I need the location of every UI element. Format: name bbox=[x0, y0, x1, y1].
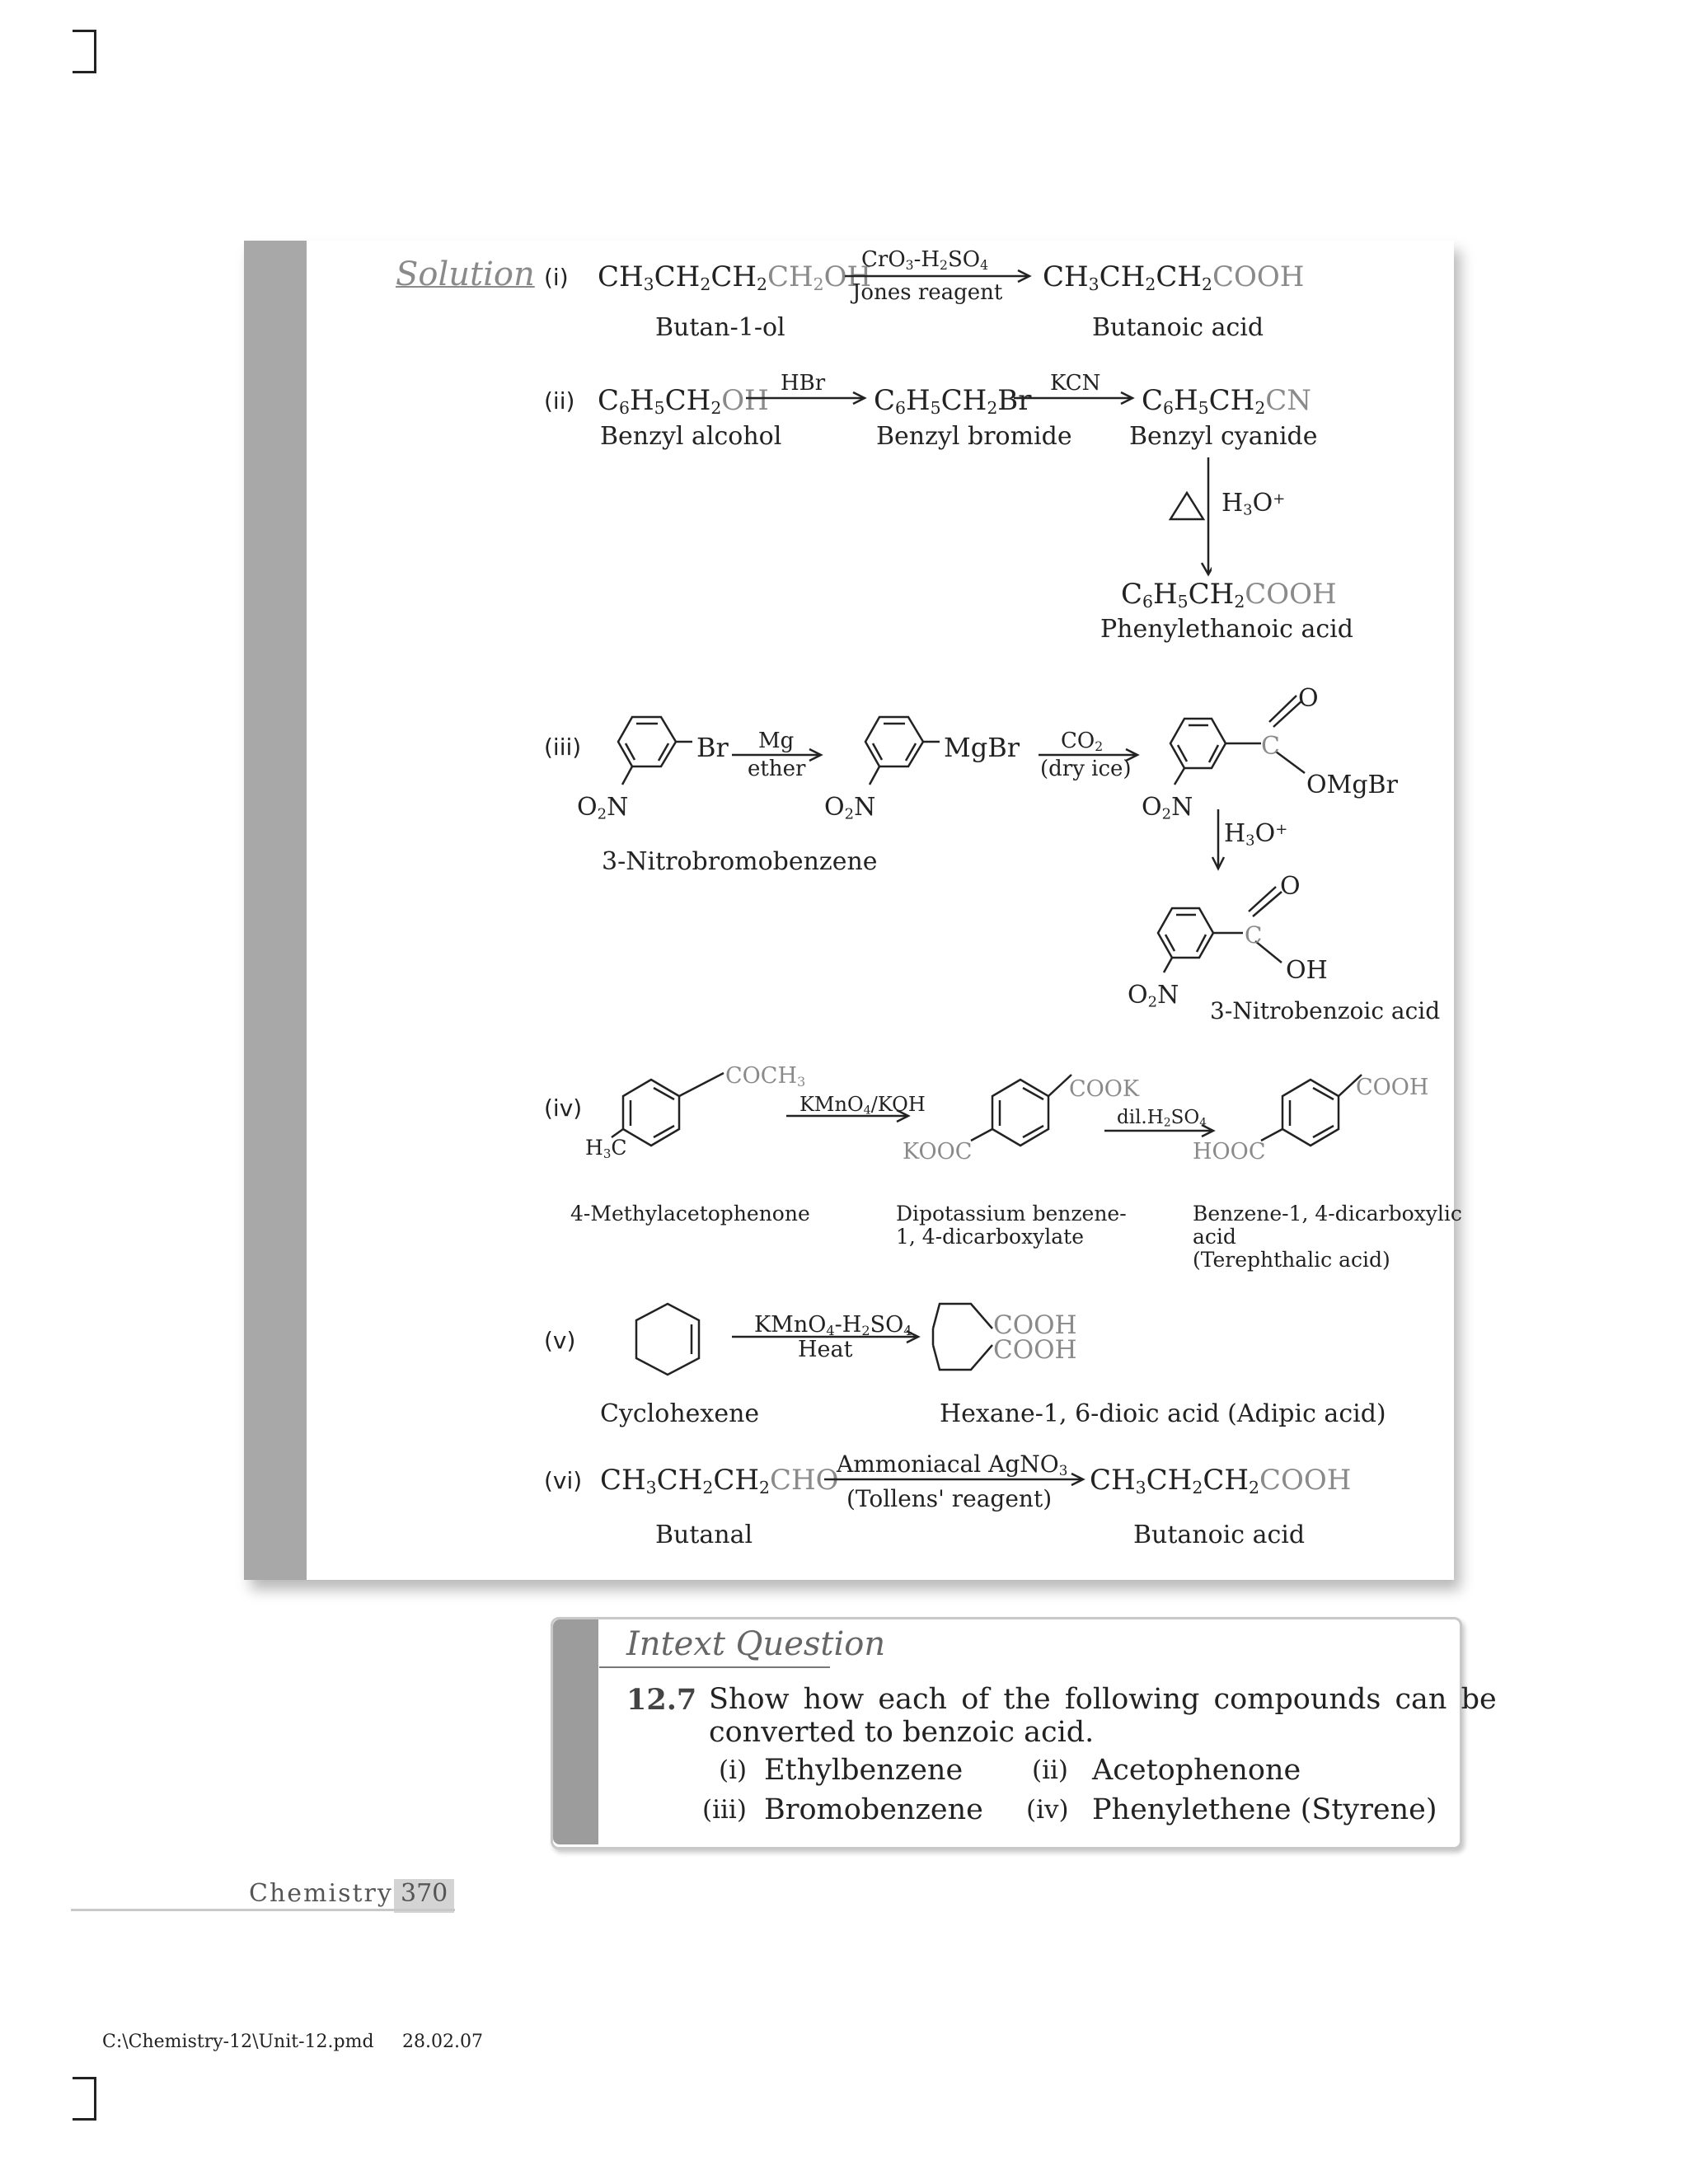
item-v-reagent-bottom: Heat bbox=[798, 1337, 853, 1362]
item-i-product-name: Butanoic acid bbox=[1092, 313, 1264, 342]
item-iii-product-oxygen: O bbox=[1280, 872, 1301, 901]
item-iii-salt-carbon: C bbox=[1261, 732, 1280, 761]
item-i-reactant-name: Butan-1-ol bbox=[655, 313, 785, 342]
benzene-ring-reactant bbox=[618, 717, 692, 785]
crop-mark-top-line bbox=[73, 30, 94, 32]
item-ii-product: $C_6H_5CH_2COOH$ bbox=[1121, 578, 1337, 612]
intext-option-text: Phenylethene (Styrene) bbox=[1092, 1793, 1437, 1826]
item-i-arrow bbox=[845, 268, 1034, 284]
item-ii-reactant-name: Benzyl alcohol bbox=[600, 422, 782, 451]
item-iv-product-name-line3: (Terephthalic acid) bbox=[1193, 1248, 1390, 1272]
item-ii-intermediate1-name: Benzyl bromide bbox=[876, 422, 1072, 451]
item-i-reagent-bottom: Jones reagent bbox=[852, 280, 1003, 305]
intext-option-text: Ethylbenzene bbox=[764, 1754, 964, 1787]
intext-question-text-line1: Show how each of the following compounds can be bbox=[709, 1683, 1497, 1716]
item-iv-intermediate-group-bottom: KOOC bbox=[903, 1139, 973, 1165]
item-iii-product-ring-substituent: $O_2N$ bbox=[1128, 981, 1179, 1011]
item-vi-reagent-top: Ammoniacal AgNO$_3$ bbox=[837, 1451, 1068, 1479]
item-iv-product-group-bottom: HOOC bbox=[1193, 1139, 1266, 1165]
item-iv-intermediate-name-line2: 1, 4-dicarboxylate bbox=[896, 1225, 1085, 1249]
item-ii-number: (ii) bbox=[544, 387, 575, 415]
item-ii-down-arrow bbox=[1162, 457, 1212, 581]
intext-option-label: (iii) bbox=[702, 1795, 747, 1825]
intext-option-label: (i) bbox=[719, 1755, 748, 1785]
item-iii-reagent2-top: $CO_2$ bbox=[1061, 729, 1104, 754]
item-iii-reagent1-bottom: ether bbox=[748, 757, 806, 781]
item-iii-reactant-substituent: Br bbox=[696, 732, 729, 763]
intext-option-label: (ii) bbox=[1032, 1755, 1069, 1785]
cyclohexene-ring bbox=[636, 1304, 699, 1375]
item-iv-product-name-line2: acid bbox=[1193, 1225, 1236, 1249]
crop-mark-bottom bbox=[73, 2077, 96, 2121]
item-iii-intermediate-ring-substituent: $O_2N$ bbox=[824, 793, 876, 823]
item-iii-reagent1-top: Mg bbox=[758, 729, 795, 753]
intext-option-text: Bromobenzene bbox=[764, 1793, 983, 1826]
item-iv-intermediate-name-line1: Dipotassium benzene- bbox=[896, 1202, 1127, 1226]
item-i-product: $CH_3CH_2CH_2COOH$ bbox=[1043, 260, 1305, 295]
heat-triangle-icon bbox=[1170, 493, 1203, 519]
footer-rule bbox=[71, 1909, 455, 1911]
item-iv-reactant-name: 4-Methylacetophenone bbox=[570, 1202, 810, 1226]
item-iii-intermediate-substituent: MgBr bbox=[944, 732, 1020, 763]
item-ii-hydrolysis-reagent: $H_3O^+$ bbox=[1221, 489, 1286, 519]
item-ii-reactant: $C_6H_5CH_2OH$ bbox=[598, 384, 769, 419]
benzene-ring-intermediate bbox=[865, 717, 940, 785]
item-iv-product-name-line1: Benzene-1, 4-dicarboxylic bbox=[1193, 1202, 1462, 1226]
footer-file-path: C:\Chemistry-12\Unit-12.pmd bbox=[102, 2032, 374, 2052]
item-iv-reagent2: $dil.H_2SO_4$ bbox=[1117, 1107, 1207, 1130]
benzene-ring-product bbox=[1158, 887, 1282, 972]
item-ii-intermediate2: $C_6H_5CH_2CN$ bbox=[1142, 384, 1312, 419]
item-iii-product-group: OH bbox=[1286, 956, 1328, 985]
item-iii-reactant-ring-substituent: $O_2N$ bbox=[577, 793, 629, 823]
item-v-product-name: Hexane-1, 6-dioic acid (Adipic acid) bbox=[940, 1399, 1386, 1428]
item-v-number: (v) bbox=[544, 1327, 576, 1354]
intext-option-label: (iv) bbox=[1026, 1795, 1069, 1825]
item-ii-intermediate1: $C_6H_5CH_2Br$ bbox=[874, 384, 1032, 419]
item-i-number: (i) bbox=[544, 264, 569, 291]
intext-question-text-line2: converted to benzoic acid. bbox=[709, 1716, 1095, 1749]
benzene-ring-salt bbox=[1170, 696, 1305, 785]
item-iii-reactant-name: 3-Nitrobromobenzene bbox=[602, 847, 878, 876]
item-i-reactant: $CH_3CH_2CH_2CH_2OH$ bbox=[598, 260, 872, 295]
item-ii-intermediate2-name: Benzyl cyanide bbox=[1129, 422, 1318, 451]
item-vi-product-name: Butanoic acid bbox=[1133, 1521, 1306, 1549]
item-vi-number: (vi) bbox=[544, 1467, 583, 1494]
item-iii-number: (iii) bbox=[544, 733, 582, 761]
benzene-ring-terephthalic-acid bbox=[1261, 1075, 1362, 1146]
item-iii-salt-ring-substituent: $O_2N$ bbox=[1142, 793, 1193, 823]
item-iii-product-carbon: C bbox=[1245, 921, 1263, 949]
item-ii-product-name: Phenylethanoic acid bbox=[1100, 615, 1353, 644]
item-iii-product-name: 3-Nitrobenzoic acid bbox=[1210, 997, 1441, 1024]
item-iv-structures bbox=[577, 1063, 1451, 1179]
item-v-reactant-name: Cyclohexene bbox=[600, 1399, 760, 1428]
solution-side-bar bbox=[244, 241, 307, 1580]
intext-option-text: Acetophenone bbox=[1092, 1754, 1301, 1787]
item-ii-reagent1: HBr bbox=[781, 371, 826, 396]
footer-page-number: 370 bbox=[394, 1879, 454, 1913]
item-iv-reagent1: KMnO$_4$/KOH bbox=[799, 1093, 926, 1118]
item-v-reagent-top: $KMnO_4-H_2SO_4$ bbox=[754, 1312, 912, 1339]
item-iv-intermediate-group-top: COOK bbox=[1069, 1076, 1140, 1102]
item-iii-salt-oxygen: O bbox=[1298, 684, 1319, 713]
crop-mark-bottom-top bbox=[73, 2077, 94, 2079]
item-iv-number: (iv) bbox=[544, 1094, 583, 1122]
adipic-acid-ring bbox=[933, 1304, 992, 1370]
footer-date: 28.02.07 bbox=[402, 2032, 483, 2052]
footer-subject: Chemistry bbox=[249, 1879, 393, 1908]
intext-heading-underline bbox=[599, 1666, 830, 1668]
item-vi-reactant: $CH_3CH_2CH_2CHO$ bbox=[600, 1464, 839, 1498]
item-iv-reactant-group: $COCH_3$ bbox=[725, 1063, 806, 1090]
intext-side-bar bbox=[553, 1619, 598, 1844]
item-iii-hydrolysis-reagent: $H_3O^+$ bbox=[1224, 819, 1288, 850]
item-vi-product: $CH_3CH_2CH_2COOH$ bbox=[1090, 1464, 1352, 1498]
intext-question-number: 12.7 bbox=[626, 1683, 697, 1717]
intext-heading: Intext Question bbox=[626, 1625, 886, 1663]
item-vi-reagent-bottom: (Tollens' reagent) bbox=[846, 1485, 1053, 1512]
item-i-reagent-top: $CrO_3-H_2SO_4$ bbox=[861, 247, 989, 273]
item-ii-arrow2 bbox=[1014, 390, 1137, 406]
item-ii-reagent2: KCN bbox=[1050, 371, 1101, 396]
item-iii-reagent2-bottom: (dry ice) bbox=[1040, 757, 1132, 781]
item-iv-product-group-top: COOH bbox=[1356, 1075, 1429, 1100]
item-vi-reactant-name: Butanal bbox=[655, 1521, 753, 1549]
crop-mark-top bbox=[73, 30, 96, 73]
item-iii-salt-group: OMgBr bbox=[1306, 771, 1398, 799]
solution-label: Solution bbox=[396, 255, 535, 293]
item-iv-reactant-methyl: $H_3C$ bbox=[585, 1136, 627, 1161]
item-ii-arrow1 bbox=[746, 390, 870, 406]
item-v-product-group1: COOH bbox=[993, 1310, 1077, 1340]
item-vi-arrow bbox=[824, 1471, 1088, 1488]
item-v-product-group2: COOH bbox=[993, 1335, 1077, 1365]
